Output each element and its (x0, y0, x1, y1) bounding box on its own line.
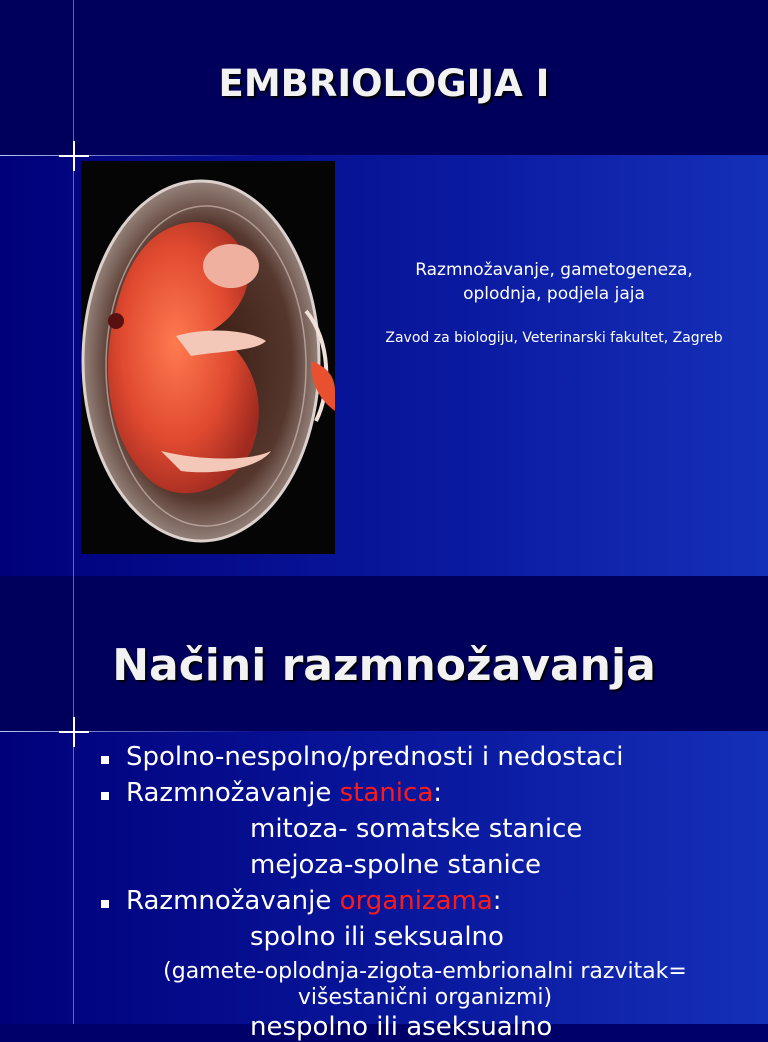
sparkle-icon (59, 717, 89, 747)
list-item-3 (126, 886, 502, 916)
subtitle (340, 258, 768, 306)
subtitle-line-1: Razmnožavanje, gametogeneza, (415, 260, 693, 280)
slide-title: EMBRIOLOGIJA I (218, 62, 550, 105)
list-item-2 (126, 778, 442, 808)
decor-horizontal-line (0, 731, 260, 732)
bullet-icon (101, 900, 109, 908)
bullet-icon (101, 792, 109, 800)
sub-item-mejoza: mejoza-spolne stanice (250, 850, 542, 880)
sub-item-nespolno: nespolno ili aseksualno (250, 1012, 553, 1042)
list-item-2-suffix: : (433, 778, 443, 808)
sub-item-spolno: spolno ili seksualno (250, 922, 504, 952)
list-item-3-suffix: : (492, 886, 502, 916)
sub-item-mitoza: mitoza- somatske stanice (250, 814, 583, 844)
slide-title: Načini razmnožavanja (112, 640, 656, 691)
bullet-icon (101, 756, 109, 764)
list-item-1: Spolno-nespolno/prednosti i nedostaci (126, 742, 624, 772)
subtitle-line-2: oplodnja, podjela jaja (463, 284, 645, 304)
slide-2 (0, 576, 768, 1042)
list-item-3-prefix: Razmnožavanje (126, 886, 340, 916)
highlight-stanica: stanica (339, 778, 434, 808)
institution-text: Zavod za biologiju, Veterinarski fakultet, Zagreb (385, 330, 723, 346)
parenthetical-line-2: višestanični organizmi) (297, 985, 553, 1010)
list-item-2-prefix: Razmnožavanje (126, 778, 340, 808)
parenthetical-line-1: (gamete-oplodnja-zigota-embrionalni razvitak= (163, 959, 687, 984)
highlight-organizama: organizama (339, 886, 493, 916)
parenthetical-note (160, 959, 690, 1011)
decor-horizontal-line (0, 155, 260, 156)
embryo-photo (81, 161, 335, 554)
embryo-photo-icon (81, 161, 335, 554)
